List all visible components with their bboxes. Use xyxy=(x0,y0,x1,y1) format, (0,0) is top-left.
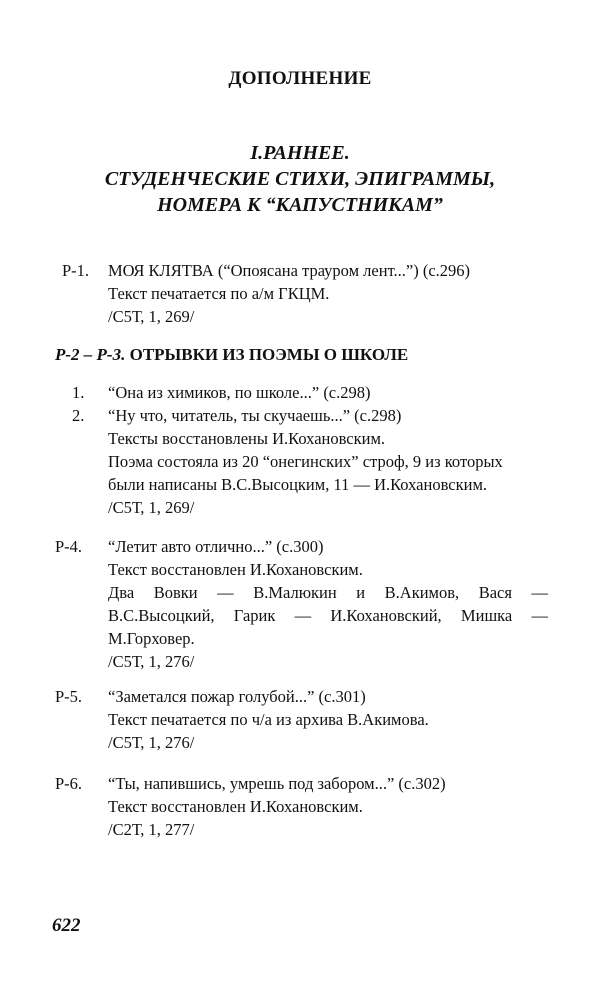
entry-line: “Ты, напившись, умрешь под забором...” (с.302) xyxy=(108,774,446,793)
entry-line: МОЯ КЛЯТВА (“Опоясана трауром лент...”) (с.296) xyxy=(108,261,471,280)
section-title xyxy=(0,140,600,218)
entry-line: Текст восстановлен И.Кохановским. xyxy=(108,560,363,579)
entry-line: Два Вовки — В.Малюкин и В.Акимов, Вася — xyxy=(108,583,548,602)
entry-body xyxy=(108,772,558,841)
entry-body xyxy=(108,685,558,754)
item-number: 1. xyxy=(72,383,85,402)
entry-line: были написаны В.С.Высоцким, 11 — И.Кохановским. xyxy=(108,475,488,494)
section-title-line: СТУДЕНЧЕСКИЕ СТИХИ, ЭПИГРАММЫ, xyxy=(104,168,496,190)
entry-line: “Летит авто отлично...” (с.300) xyxy=(108,537,324,556)
entry-line: Текст печатается по а/м ГКЦМ. xyxy=(108,284,330,303)
page-number: 622 xyxy=(52,915,81,936)
entry-line: /С5Т, 1, 269/ xyxy=(108,498,195,517)
item-text: “Она из химиков, по школе...” (с.298) xyxy=(108,383,371,402)
entry-line: Текст восстановлен И.Кохановским. xyxy=(108,797,363,816)
entry-body xyxy=(108,427,558,519)
entry-line: /С5Т, 1, 276/ xyxy=(108,733,195,752)
entry-line: Текст печатается по ч/а из архива В.Акимова. xyxy=(108,710,429,729)
item-text: “Ну что, читатель, ты скучаешь...” (с.298) xyxy=(108,406,402,425)
entry-title: ОТРЫВКИ ИЗ ПОЭМЫ О ШКОЛЕ xyxy=(129,345,409,364)
section-title-line: I.РАННЕЕ. xyxy=(250,142,350,164)
entry-code: Р-6. xyxy=(55,774,83,793)
entry-line: В.С.Высоцкий, Гарик — И.Кохановский, Мишка — xyxy=(108,606,548,625)
page-title: ДОПОЛНЕНИЕ xyxy=(228,68,372,89)
entry-line: Тексты восстановлены И.Кохановским. xyxy=(108,429,386,448)
entry-code: Р-5. xyxy=(55,687,83,706)
entry-p2-p3-heading xyxy=(55,345,408,365)
entry-code: Р-1. xyxy=(62,261,90,280)
item-number: 2. xyxy=(72,406,85,425)
entry-line: /С5Т, 1, 276/ xyxy=(108,652,195,671)
entry-line: /С5Т, 1, 269/ xyxy=(108,307,195,326)
entry-line: “Заметался пожар голубой...” (с.301) xyxy=(108,687,366,706)
entry-body xyxy=(108,535,558,673)
section-title-line: НОМЕРА К “КАПУСТНИКАМ” xyxy=(157,194,443,216)
entry-code: Р-4. xyxy=(55,537,83,556)
entry-body xyxy=(108,259,558,328)
entry-line: М.Горховер. xyxy=(108,629,195,648)
entry-line: /С2Т, 1, 277/ xyxy=(108,820,195,839)
entry-code: Р-2 – Р-3. xyxy=(55,345,126,364)
entry-line: Поэма состояла из 20 “онегинских” строф, 9 из которых xyxy=(108,452,503,471)
